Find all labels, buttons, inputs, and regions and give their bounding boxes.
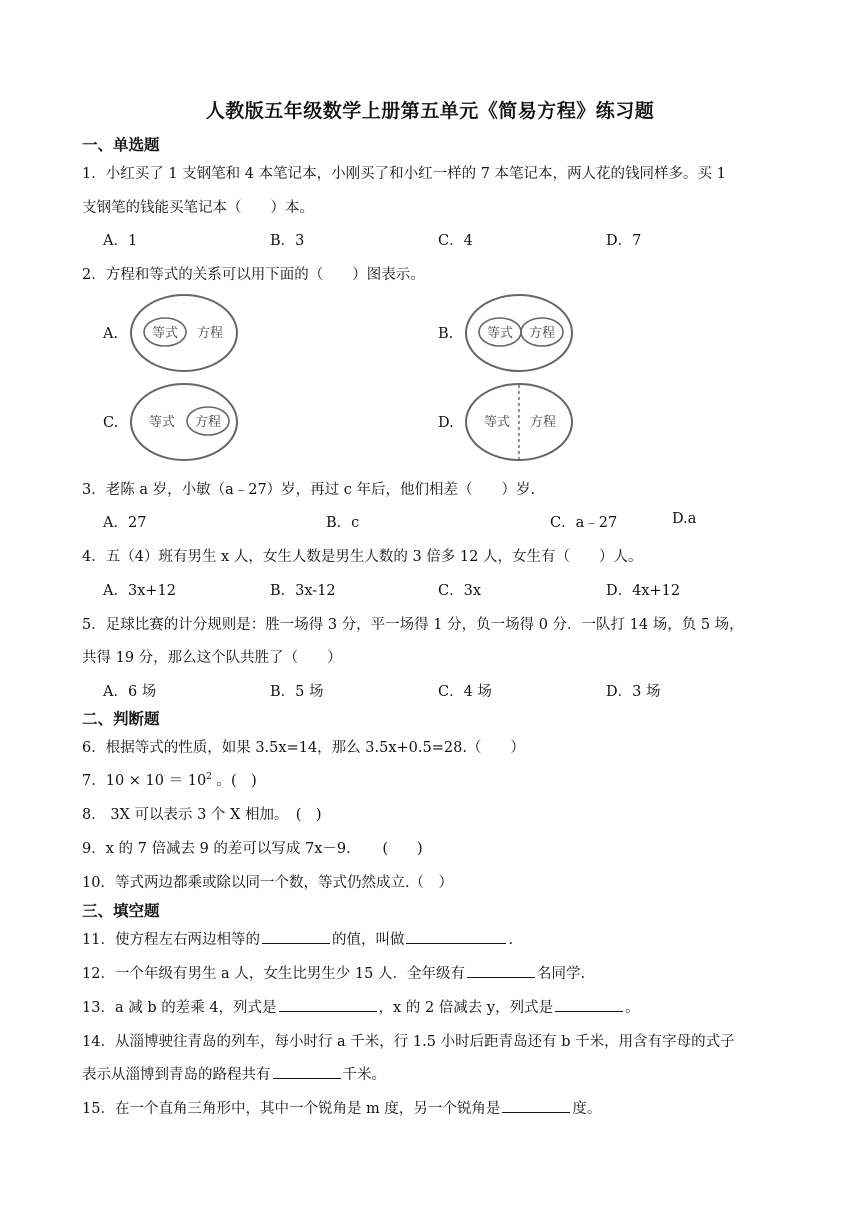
q13-text xyxy=(82,996,640,1017)
q7-post: 。( ) xyxy=(211,773,257,789)
q9-text: 9．x 的 7 倍减去 9 的差可以写成 7x－9． ( ) xyxy=(82,841,423,857)
q13-part-b: ，x 的 2 倍减去 y，列式是 xyxy=(378,1000,554,1016)
q14-text-line2 xyxy=(82,1063,386,1084)
q5-option-d[interactable]: D．3 场 xyxy=(606,684,661,700)
venn-d-fc-label: 方程 xyxy=(529,415,557,430)
q4-option-d[interactable]: D．4x+12 xyxy=(606,583,681,599)
q12-blank[interactable] xyxy=(467,962,535,978)
section-heading-true-false: 二、判断题 xyxy=(82,710,160,728)
q14-text-line1: 14．从淄博驶往青岛的列车，每小时行 a 千米，行 1.5 小时后距青岛还有 b 千米，用含有字母的式子 xyxy=(82,1034,735,1050)
q2-venn-b[interactable] xyxy=(463,291,575,375)
q3-option-d[interactable]: D.a xyxy=(672,511,697,527)
q2-venn-d[interactable] xyxy=(463,380,575,464)
q15-part-b: 度。 xyxy=(572,1101,602,1117)
venn-b-eq-label: 等式 xyxy=(486,326,514,341)
q14-blank[interactable] xyxy=(273,1063,341,1079)
q2-option-a-label[interactable]: A. xyxy=(103,326,119,342)
q2-option-c-label[interactable]: C. xyxy=(103,415,119,431)
q2-venn-a[interactable] xyxy=(128,291,240,375)
q15-part-a: 15．在一个直角三角形中，其中一个锐角是 m 度，另一个锐角是 xyxy=(82,1101,501,1117)
q15-text xyxy=(82,1097,601,1118)
q2-text: 2．方程和等式的关系可以用下面的（ ）图表示。 xyxy=(82,267,425,283)
q5-option-c[interactable]: C．4 场 xyxy=(438,684,492,700)
q11-part-a: 11．使方程左右两边相等的 xyxy=(82,932,260,948)
q1-option-c[interactable]: C．4 xyxy=(438,233,473,249)
venn-c-fc-label: 方程 xyxy=(194,415,222,430)
q10-text: 10．等式两边都乘或除以同一个数，等式仍然成立.（ ） xyxy=(82,875,454,891)
q12-part-b: 名同学. xyxy=(536,966,586,982)
q13-part-a: 13．a 减 b 的差乘 4，列式是 xyxy=(82,1000,277,1016)
section-heading-fill-in: 三、填空题 xyxy=(82,902,160,920)
q3-text: 3．老陈 a 岁，小敏（a﹣27）岁，再过 c 年后，他们相差（ ）岁. xyxy=(82,482,536,498)
venn-c-eq-label: 等式 xyxy=(148,415,176,430)
q3-option-a[interactable]: A．27 xyxy=(103,515,147,531)
q11-part-b: 的值，叫做 xyxy=(331,932,405,948)
venn-a-fc-label: 方程 xyxy=(196,326,224,341)
q4-option-b[interactable]: B．3x-12 xyxy=(270,583,336,599)
q1-text-line2: 支钢笔的钱能买笔记本（ ）本。 xyxy=(82,200,314,216)
q12-part-a: 12．一个年级有男生 a 人，女生比男生少 15 人．全年级有 xyxy=(82,966,465,982)
q2-venn-c[interactable] xyxy=(128,380,240,464)
q8-text: 8． 3X 可以表示 3 个 X 相加。 ( ) xyxy=(82,807,322,823)
q7-text xyxy=(82,769,257,790)
q15-blank[interactable] xyxy=(502,1097,570,1113)
q14-part-b: 千米。 xyxy=(342,1067,386,1083)
q4-option-a[interactable]: A．3x+12 xyxy=(103,583,176,599)
q1-option-a[interactable]: A．1 xyxy=(103,233,138,249)
q4-option-c[interactable]: C．3x xyxy=(438,583,481,599)
q3-option-b[interactable]: B．c xyxy=(326,515,360,531)
q12-text xyxy=(82,962,585,983)
q3-option-c[interactable]: C．a﹣27 xyxy=(550,515,618,531)
q13-part-c: 。 xyxy=(625,1000,640,1016)
q5-text-line1: 5．足球比赛的计分规则是：胜一场得 3 分，平一场得 1 分，负一场得 0 分．一队打 14 场，负 5 场， xyxy=(82,617,744,633)
q11-blank-2[interactable] xyxy=(406,928,506,944)
q5-option-a[interactable]: A．6 场 xyxy=(103,684,157,700)
q14-part-a: 表示从淄博到青岛的路程共有 xyxy=(82,1067,271,1083)
q6-text: 6．根据等式的性质，如果 3.5x=14，那么 3.5x+0.5=28.（ ） xyxy=(82,740,525,756)
q5-option-b[interactable]: B．5 场 xyxy=(270,684,324,700)
page-title: 人教版五年级数学上册第五单元《简易方程》练习题 xyxy=(205,100,655,122)
q1-text-line1: 1．小红买了 1 支钢笔和 4 本笔记本，小刚买了和小红一样的 7 本笔记本，两人花的钱同样多。买 1 xyxy=(82,166,726,182)
q11-text xyxy=(82,928,513,949)
q1-option-d[interactable]: D．7 xyxy=(606,233,642,249)
q1-option-b[interactable]: B．3 xyxy=(270,233,305,249)
q2-option-b-label[interactable]: B. xyxy=(438,326,454,342)
q13-blank-2[interactable] xyxy=(555,996,623,1012)
venn-b-fc-label: 方程 xyxy=(528,326,556,341)
q7-pre: 7．10 × 10 ＝ 10 xyxy=(82,773,207,789)
q7-exponent: 2 xyxy=(206,772,212,783)
venn-a-eq-label: 等式 xyxy=(151,326,179,341)
q4-text: 4．五（4）班有男生 x 人，女生人数是男生人数的 3 倍多 12 人，女生有（ ）人。 xyxy=(82,549,643,565)
q2-option-d-label[interactable]: D. xyxy=(438,415,454,431)
venn-d-eq-label: 等式 xyxy=(483,415,511,430)
section-heading-single-choice: 一、单选题 xyxy=(82,136,160,154)
q13-blank-1[interactable] xyxy=(279,996,377,1012)
q11-part-c: . xyxy=(508,932,514,948)
q5-text-line2: 共得 19 分，那么这个队共胜了（ ） xyxy=(82,650,342,666)
q11-blank-1[interactable] xyxy=(262,928,330,944)
